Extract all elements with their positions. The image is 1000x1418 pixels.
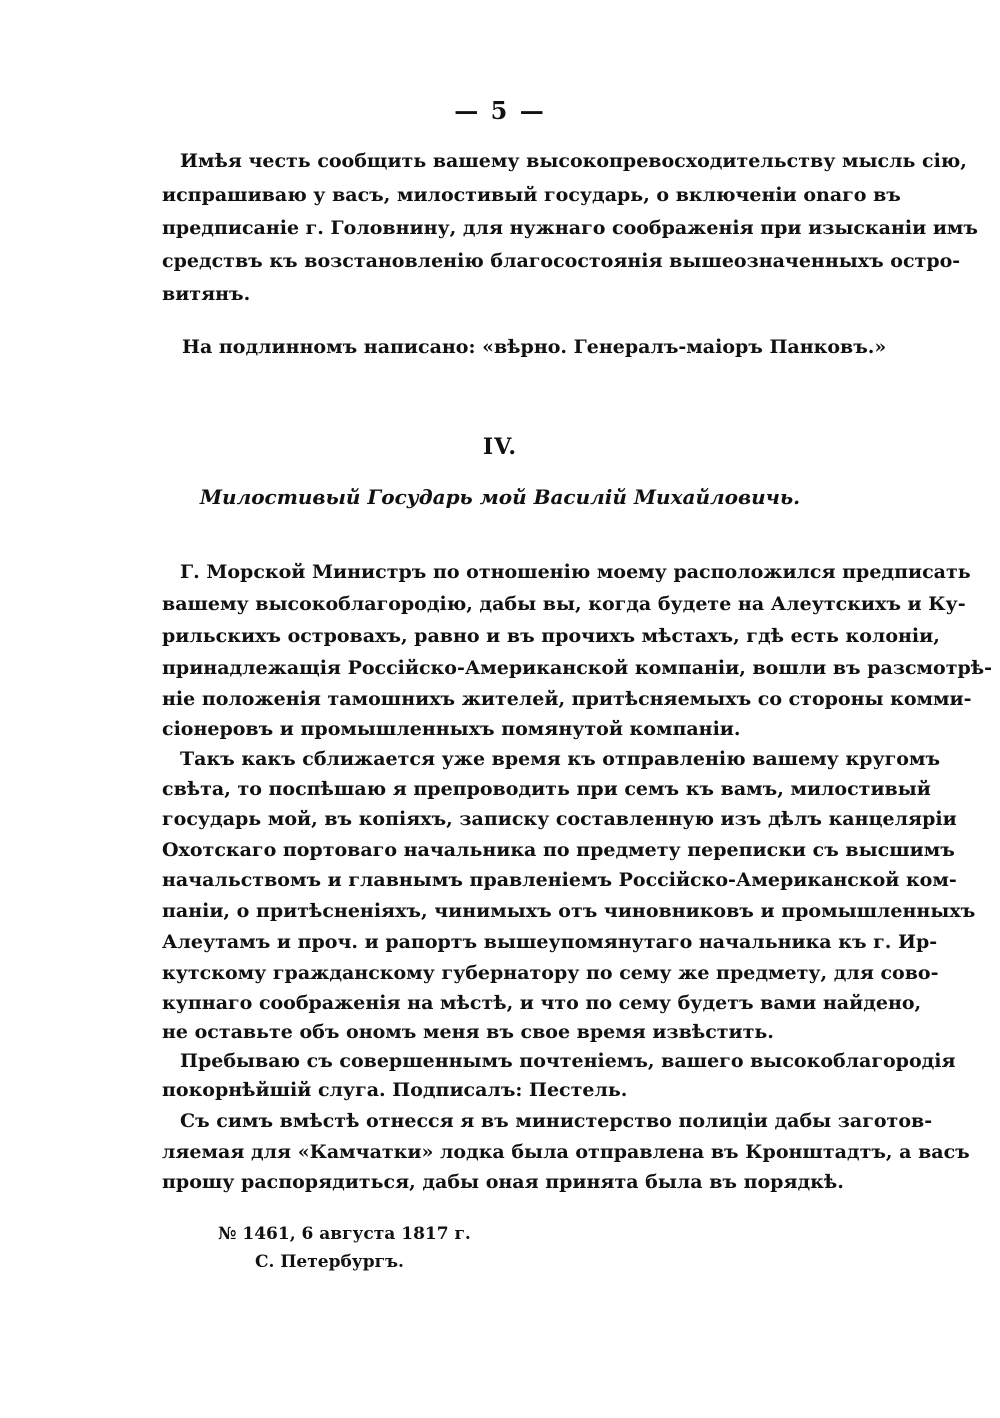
paragraph-4-line: Пребываю съ совершеннымъ почтеніемъ, вашего высокоблагородія xyxy=(180,1050,956,1072)
paragraph-2-line: ніе положенія тамошнихъ жителей, притѣсняемыхъ со стороны комми- xyxy=(162,688,972,710)
paragraph-3-line: не оставьте объ ономъ меня въ свое время извѣстить. xyxy=(162,1021,774,1043)
section-number: IV. xyxy=(482,434,518,460)
paragraph-3-line: начальствомъ и главнымъ правленіемъ Россійско-Американской ком- xyxy=(162,869,957,891)
paragraph-3-line: кутскому гражданскому губернатору по сему же предмету, для сово- xyxy=(162,962,939,984)
paragraph-1-line: Имѣя честь сообщить вашему высокопревосходительству мысль сію, xyxy=(180,150,967,172)
authenticity-note: На подлинномъ написано: «вѣрно. Генералъ-маіоръ Панковъ.» xyxy=(182,336,887,358)
paragraph-5-line: прошу распорядиться, дабы оная принята была въ порядкѣ. xyxy=(162,1171,844,1193)
page-number: — 5 — xyxy=(454,96,546,125)
paragraph-2-line: вашему высокоблагородію, дабы вы, когда будете на Алеутскихъ и Ку- xyxy=(162,593,966,615)
document-number-date: № 1461, 6 августа 1817 г. xyxy=(218,1224,471,1244)
paragraph-4-line: покорнѣйшій слуга. Подписалъ: Пестель. xyxy=(162,1079,628,1101)
paragraph-1-line: средствъ къ возстановленію благосостоянія вышеозначенныхъ остро- xyxy=(162,250,961,272)
paragraph-2-line: принадлежащія Россійско-Американской компаніи, вошли въ разсмотрѣ- xyxy=(162,657,993,679)
paragraph-3-line: Охотскаго портоваго начальника по предмету переписки съ высшимъ xyxy=(162,839,955,861)
paragraph-3-line: Такъ какъ сближается уже время къ отправленію вашему кругомъ xyxy=(180,748,941,770)
paragraph-1-line: витянъ. xyxy=(162,283,251,305)
paragraph-3-line: купнаго соображенія на мѣстѣ, и что по сему будетъ вами найдено, xyxy=(162,992,922,1014)
paragraph-3-line: паніи, о притѣсненіяхъ, чинимыхъ отъ чиновниковъ и промышленныхъ xyxy=(162,900,976,922)
paragraph-2-line: рильскихъ островахъ, равно и въ прочихъ мѣстахъ, гдѣ есть колоніи, xyxy=(162,625,940,647)
paragraph-2-line: сіонеровъ и промышленныхъ помянутой компаніи. xyxy=(162,718,741,740)
paragraph-5-line: ляемая для «Камчатки» лодка была отправлена въ Кронштадтъ, а васъ xyxy=(162,1141,970,1163)
paragraph-1-line: испрашиваю у васъ, милостивый государь, о включеніи onaго въ xyxy=(162,184,901,206)
paragraph-5-line: Съ симъ вмѣстѣ отнесся я въ министерство полиціи дабы заготов- xyxy=(180,1110,933,1132)
paragraph-2-line: Г. Морской Министръ по отношенію моему расположился предписать xyxy=(180,561,971,583)
paragraph-3-line: государь мой, въ копіяхъ, записку составленную изъ дѣлъ канцеляріи xyxy=(162,808,957,830)
paragraph-3-line: свѣта, то поспѣшаю я препроводить при семъ къ вамъ, милостивый xyxy=(162,778,931,800)
salutation: Милостивый Государь мой Василій Михайловичь. xyxy=(199,485,801,509)
paragraph-3-line: Алеутамъ и проч. и рапортъ вышеупомянутаго начальника къ г. Ир- xyxy=(162,931,938,953)
paragraph-1-line: предписаніе г. Головнину, для нужнаго соображенія при изысканіи имъ xyxy=(162,217,978,239)
document-place: С. Петербургъ. xyxy=(255,1252,404,1272)
